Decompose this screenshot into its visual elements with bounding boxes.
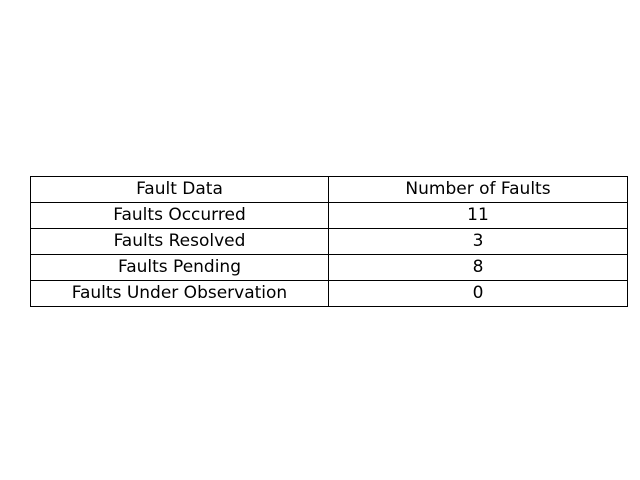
row-label-cell: Faults Occurred: [31, 203, 329, 229]
table-row: [31, 229, 628, 255]
row-value-cell: 0: [329, 281, 628, 307]
row-label-cell: Faults Resolved: [31, 229, 329, 255]
header-number-of-faults: Number of Faults: [329, 177, 628, 203]
fault-table-container: [30, 176, 627, 307]
row-value-cell: 11: [329, 203, 628, 229]
row-label-cell: Faults Under Observation: [31, 281, 329, 307]
row-value-cell: 8: [329, 255, 628, 281]
row-label-cell: Faults Pending: [31, 255, 329, 281]
row-value-cell: 3: [329, 229, 628, 255]
table-row: [31, 203, 628, 229]
header-fault-data: Fault Data: [31, 177, 329, 203]
table-row: [31, 255, 628, 281]
table-header-row: [31, 177, 628, 203]
table-row: [31, 281, 628, 307]
fault-table: [30, 176, 628, 307]
